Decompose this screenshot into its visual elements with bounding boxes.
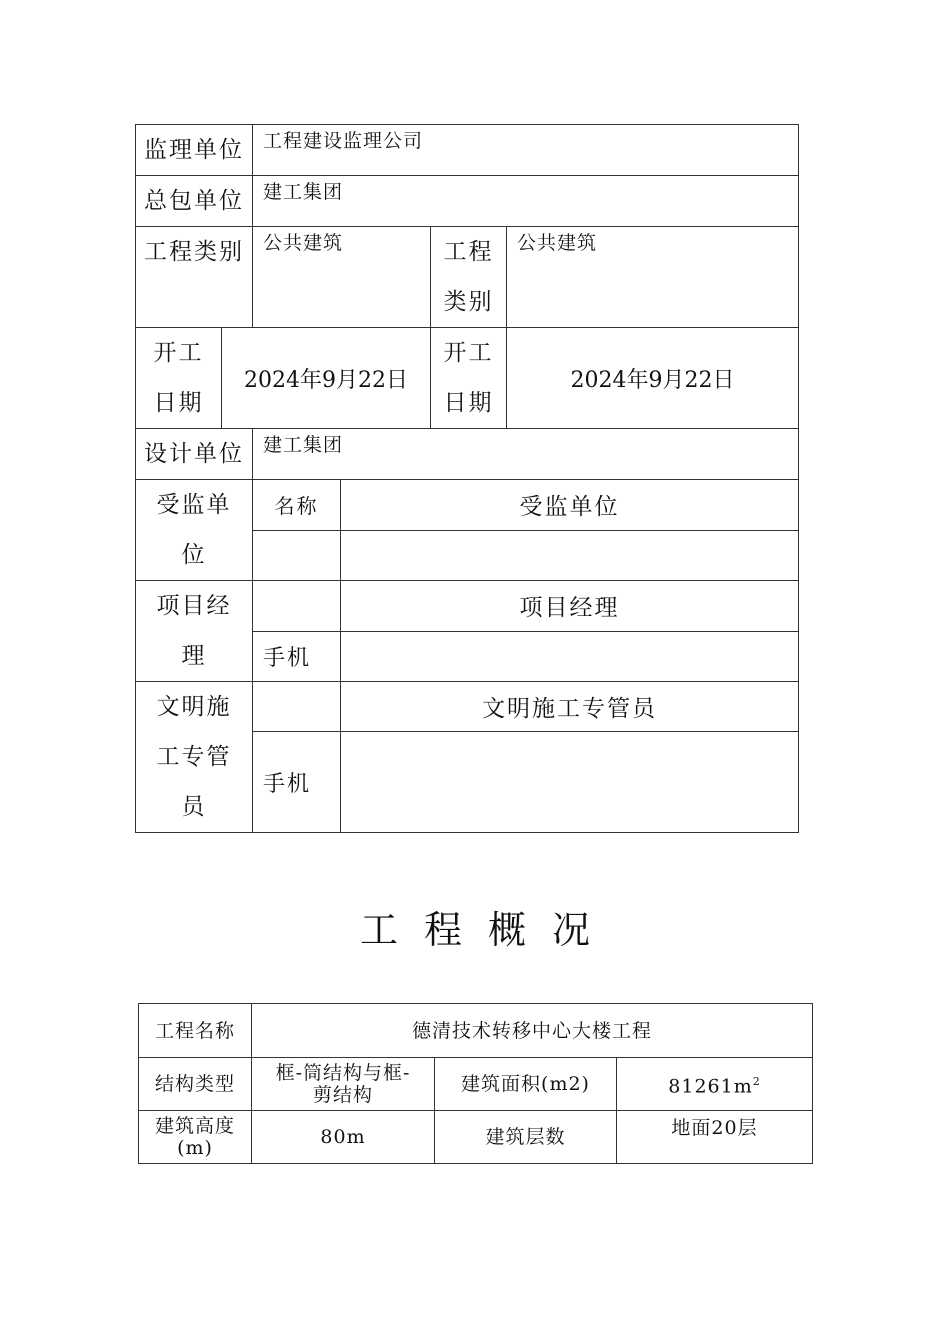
civil-officer-header: 文明施工专管员 — [341, 682, 799, 732]
general-contractor-label: 总包单位 — [136, 176, 253, 227]
building-area-value — [617, 1058, 813, 1111]
table-row — [136, 176, 799, 227]
project-category-label: 工程类别 — [136, 227, 253, 328]
project-name-label: 工程名称 — [139, 1004, 252, 1058]
label-line: 工程 — [443, 239, 494, 265]
table-row — [136, 125, 799, 176]
start-date-value: 2024年9月22日 — [222, 328, 431, 429]
start-date-value-2: 2024年9月22日 — [507, 328, 799, 429]
supervised-unit-value-cell — [341, 530, 799, 581]
floors-value: 地面20层 — [617, 1111, 813, 1164]
project-manager-phone-label: 手机 — [253, 631, 341, 682]
table-row — [136, 581, 799, 632]
label-line: 日期 — [153, 390, 204, 416]
name-header: 名称 — [253, 480, 341, 531]
label-line: 文明施 — [156, 694, 232, 720]
building-height-label — [139, 1111, 252, 1164]
project-info-table — [135, 124, 799, 833]
building-area-superscript: 2 — [752, 1074, 761, 1088]
table-row — [136, 480, 799, 531]
label-line: 建筑高度 — [154, 1115, 235, 1137]
value-line: 框-筒结构与框- — [275, 1062, 411, 1084]
project-category-value: 公共建筑 — [253, 227, 431, 328]
label-line: 工专管 — [156, 744, 232, 770]
table-row — [136, 429, 799, 480]
supervised-unit-label — [136, 480, 253, 581]
supervised-unit-name-cell — [253, 530, 341, 581]
design-unit-value: 建工集团 — [253, 429, 799, 480]
project-manager-label — [136, 581, 253, 682]
building-height-value: 80m — [252, 1111, 435, 1164]
project-category-label-2 — [431, 227, 507, 328]
label-line: 开工 — [153, 340, 204, 366]
project-overview-table — [138, 1003, 813, 1164]
project-category-value-2: 公共建筑 — [507, 227, 799, 328]
structure-type-label: 结构类型 — [139, 1058, 252, 1111]
start-date-label — [136, 328, 222, 429]
label-line: 理 — [181, 643, 207, 669]
label-line: 项目经 — [156, 593, 232, 619]
general-contractor-value: 建工集团 — [253, 176, 799, 227]
project-name-value: 德清技术转移中心大楼工程 — [252, 1004, 813, 1058]
building-area-label: 建筑面积(m2) — [435, 1058, 617, 1111]
label-line: 受监单 — [156, 492, 232, 518]
label-line: (m) — [177, 1137, 213, 1159]
project-manager-name-cell — [253, 581, 341, 632]
label-line: 位 — [181, 542, 207, 568]
label-line: 类别 — [443, 289, 494, 315]
label-line: 开工 — [443, 340, 494, 366]
civil-officer-phone-cell — [341, 732, 799, 833]
label-line: 员 — [181, 794, 207, 820]
table-row — [136, 227, 799, 328]
overview-title: 工程概况 — [359, 908, 616, 952]
value-line: 剪结构 — [312, 1084, 373, 1106]
civil-officer-phone-label: 手机 — [253, 732, 341, 833]
building-area-number: 81261m — [668, 1075, 753, 1098]
project-manager-header: 项目经理 — [341, 581, 799, 632]
floors-label: 建筑层数 — [435, 1111, 617, 1164]
supervision-unit-label: 监理单位 — [136, 125, 253, 176]
label-line: 日期 — [443, 390, 494, 416]
table-row — [139, 1111, 813, 1164]
start-date-label-2 — [431, 328, 507, 429]
table-row — [139, 1004, 813, 1058]
table-row — [136, 682, 799, 732]
structure-type-value — [252, 1058, 435, 1111]
design-unit-label: 设计单位 — [136, 429, 253, 480]
civil-officer-name-cell — [253, 682, 341, 732]
project-manager-phone-cell — [341, 631, 799, 682]
table-row — [136, 328, 799, 429]
supervision-unit-value: 工程建设监理公司 — [253, 125, 799, 176]
supervised-unit-header: 受监单位 — [341, 480, 799, 531]
table-row — [139, 1058, 813, 1111]
civil-officer-label — [136, 682, 253, 833]
